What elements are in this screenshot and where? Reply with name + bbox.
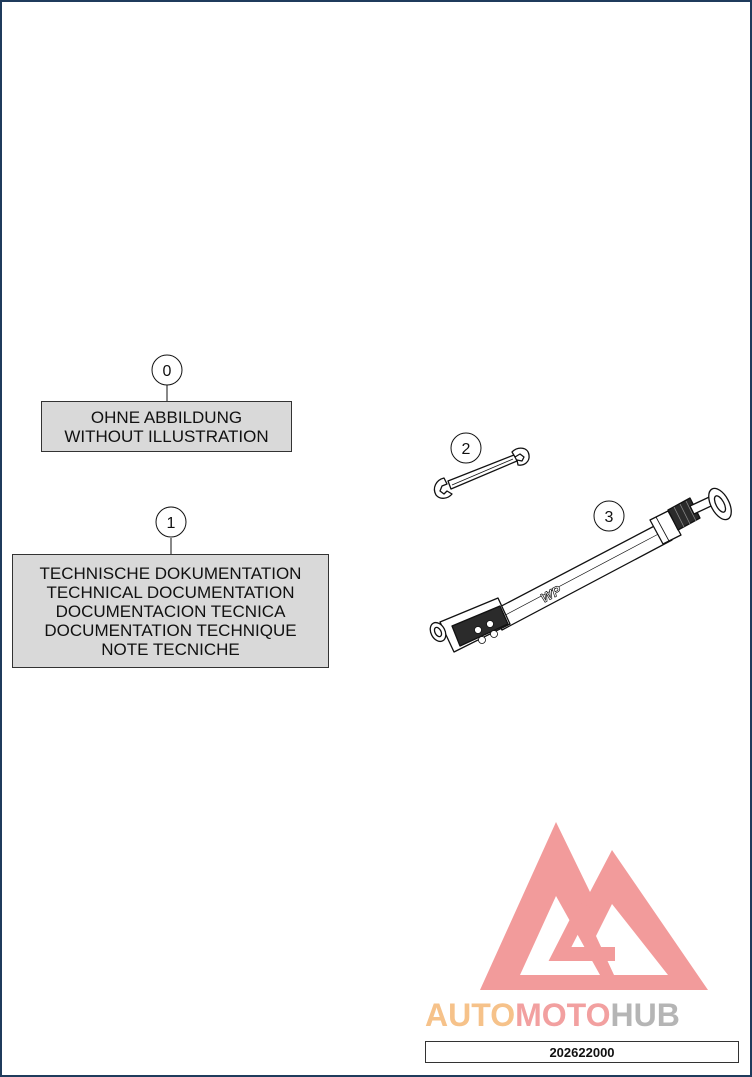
callout-1[interactable] — [156, 507, 186, 554]
pump-brand: WP — [538, 582, 564, 606]
callout-number: 1 — [166, 515, 176, 532]
callout-3[interactable] — [594, 501, 624, 531]
watermark-text — [425, 997, 680, 1033]
label-line: DOCUMENTACION TECNICA — [55, 601, 286, 621]
label-line: OHNE ABBILDUNG — [90, 407, 243, 427]
callout-0[interactable] — [152, 355, 182, 401]
callout-2[interactable] — [451, 433, 481, 463]
drawing-number: 202622000 — [425, 1041, 739, 1063]
without-illustration-label — [41, 401, 292, 452]
callout-number: 2 — [461, 441, 471, 458]
watermark-moto: MOTO — [515, 997, 611, 1033]
callout-number: 3 — [604, 509, 614, 526]
label-line: WITHOUT ILLUSTRATION — [64, 426, 269, 446]
wrench-icon[interactable] — [434, 448, 529, 498]
watermark-hub: HUB — [610, 997, 680, 1033]
label-line: TECHNICAL DOCUMENTATION — [46, 582, 295, 602]
logo-shape — [480, 822, 708, 990]
label-line: DOCUMENTATION TECHNIQUE — [44, 620, 297, 640]
label-line: TECHNISCHE DOKUMENTATION — [39, 563, 302, 583]
watermark-auto: AUTO — [425, 997, 516, 1033]
air-pump-icon[interactable] — [427, 485, 736, 652]
technical-documentation-label — [12, 554, 329, 668]
label-line: NOTE TECNICHE — [101, 639, 240, 659]
callout-number: 0 — [162, 363, 172, 380]
automotohub-logo — [480, 822, 708, 990]
